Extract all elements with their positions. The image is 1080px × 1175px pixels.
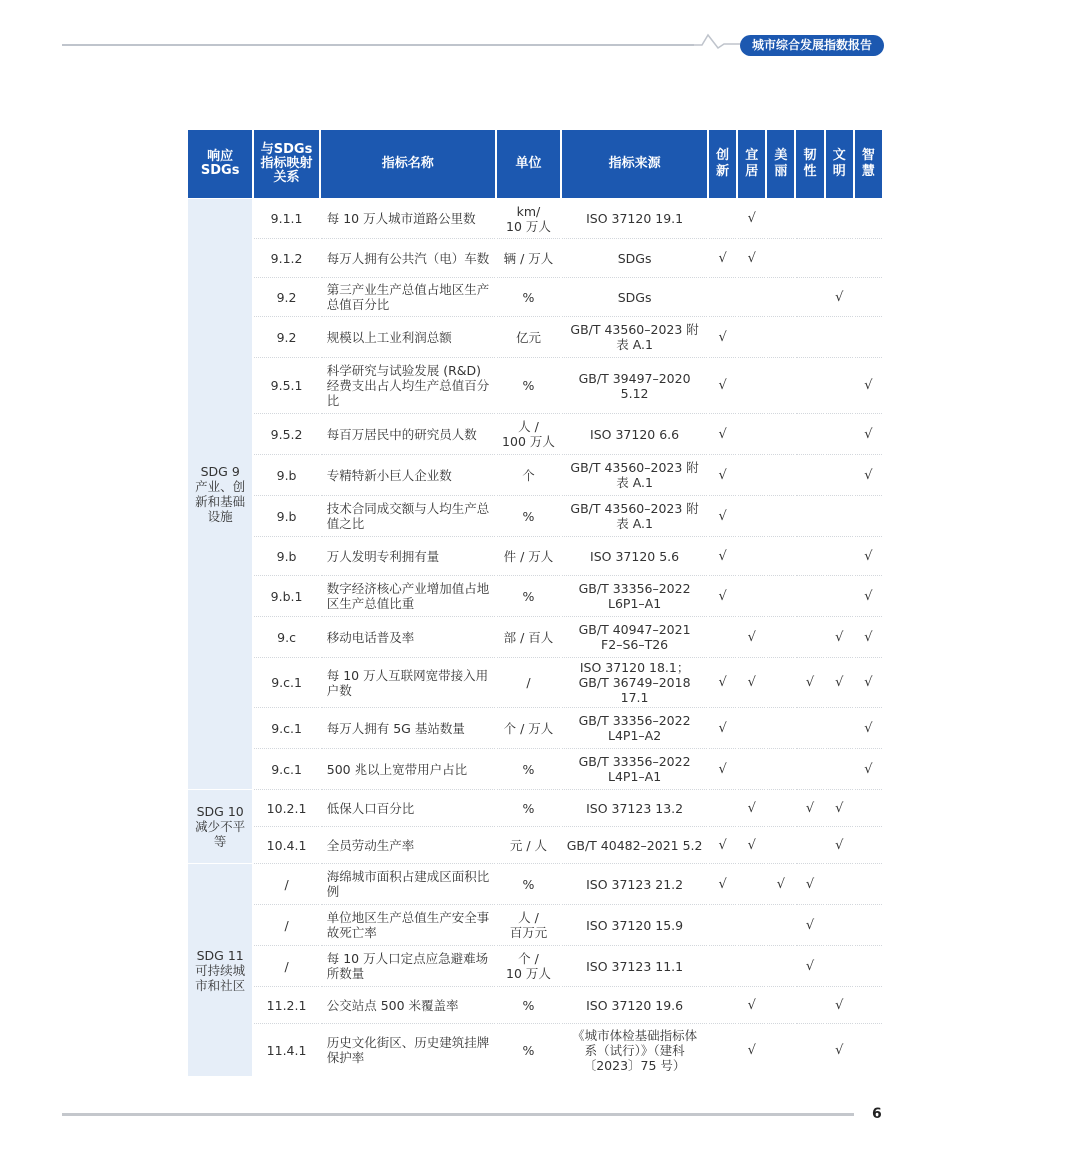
trait-mark-livable: √ (738, 986, 765, 1023)
source-cell: GB/T 40947–2021 F2–S6–T26 (562, 616, 707, 657)
trait-mark-livable (738, 413, 765, 454)
indicator-name-cell: 每百万居民中的研究员人数 (321, 413, 495, 454)
trait-mark-livable (738, 316, 765, 357)
trait-mark-livable (738, 748, 765, 789)
trait-mark-resilient (796, 454, 823, 495)
table-row (188, 413, 882, 454)
trait-mark-resilient (796, 199, 823, 238)
trait-mark-beautiful (767, 986, 794, 1023)
unit-cell: 个 / 万人 (497, 707, 560, 748)
indicator-name-cell: 专精特新小巨人企业数 (321, 454, 495, 495)
trait-mark-resilient (796, 986, 823, 1023)
source-cell: GB/T 33356–2022 L4P1–A1 (562, 748, 707, 789)
trait-mark-innovation (709, 789, 736, 826)
source-cell: GB/T 40482–2021 5.2 (562, 826, 707, 863)
unit-cell: 个 (497, 454, 560, 495)
trait-mark-beautiful (767, 454, 794, 495)
header-rule (62, 44, 694, 46)
trait-mark-resilient (796, 575, 823, 616)
trait-mark-innovation: √ (709, 748, 736, 789)
source-cell: ISO 37120 6.6 (562, 413, 707, 454)
sdg-mapping-cell: 9.b (254, 495, 318, 536)
trait-mark-civilized (826, 748, 853, 789)
indicator-name-cell: 规模以上工业利润总额 (321, 316, 495, 357)
trait-mark-smart (855, 495, 882, 536)
sdg-mapping-cell: / (254, 945, 318, 986)
sdg-goal-cell: SDG 10 减少不平 等 (188, 789, 252, 863)
trait-mark-beautiful (767, 826, 794, 863)
sdg-mapping-cell: 9.c.1 (254, 657, 318, 707)
unit-cell: % (497, 748, 560, 789)
header-trait-resilient: 韧性 (796, 130, 823, 199)
source-cell: ISO 37123 21.2 (562, 863, 707, 904)
table-row (188, 316, 882, 357)
trait-mark-beautiful (767, 904, 794, 945)
indicator-name-cell: 500 兆以上宽带用户占比 (321, 748, 495, 789)
trait-mark-smart: √ (855, 616, 882, 657)
trait-mark-beautiful (767, 789, 794, 826)
sdg-mapping-cell: 9.5.1 (254, 357, 318, 413)
trait-mark-livable (738, 945, 765, 986)
trait-mark-civilized: √ (826, 826, 853, 863)
trait-mark-innovation (709, 986, 736, 1023)
table-row (188, 199, 882, 238)
unit-cell: % (497, 575, 560, 616)
trait-mark-smart: √ (855, 454, 882, 495)
trait-mark-beautiful (767, 748, 794, 789)
trait-mark-resilient: √ (796, 657, 823, 707)
source-cell: GB/T 43560–2023 附表 A.1 (562, 454, 707, 495)
header-source: 指标来源 (562, 130, 707, 199)
trait-mark-civilized (826, 536, 853, 575)
trait-mark-civilized (826, 199, 853, 238)
indicator-name-cell: 历史文化街区、历史建筑挂牌保护率 (321, 1023, 495, 1076)
source-cell: ISO 37120 5.6 (562, 536, 707, 575)
trait-mark-innovation: √ (709, 536, 736, 575)
trait-mark-civilized (826, 707, 853, 748)
header-trait-civilized: 文明 (826, 130, 853, 199)
trait-mark-resilient (796, 826, 823, 863)
unit-cell: % (497, 495, 560, 536)
source-cell: ISO 37123 13.2 (562, 789, 707, 826)
table-row (188, 945, 882, 986)
page-number: 6 (872, 1106, 882, 1122)
table-header-row (188, 130, 882, 199)
header-unit: 单位 (497, 130, 560, 199)
unit-cell: 人 / 百万元 (497, 904, 560, 945)
trait-mark-innovation: √ (709, 316, 736, 357)
trait-mark-resilient (796, 616, 823, 657)
source-cell: ISO 37120 19.6 (562, 986, 707, 1023)
unit-cell: % (497, 863, 560, 904)
trait-mark-livable (738, 277, 765, 316)
trait-mark-resilient (796, 495, 823, 536)
sdg-mapping-cell: 9.2 (254, 277, 318, 316)
trait-mark-civilized (826, 575, 853, 616)
table-row (188, 904, 882, 945)
table-row (188, 277, 882, 316)
source-cell: GB/T 43560–2023 附表 A.1 (562, 495, 707, 536)
trait-mark-livable: √ (738, 789, 765, 826)
trait-mark-smart: √ (855, 748, 882, 789)
indicator-name-cell: 公交站点 500 米覆盖率 (321, 986, 495, 1023)
trait-mark-civilized: √ (826, 616, 853, 657)
sdg-mapping-cell: 9.c (254, 616, 318, 657)
trait-mark-livable: √ (738, 238, 765, 277)
trait-mark-beautiful (767, 616, 794, 657)
header-indicator-name: 指标名称 (321, 130, 495, 199)
trait-mark-civilized (826, 904, 853, 945)
trait-mark-livable (738, 707, 765, 748)
trait-mark-resilient (796, 707, 823, 748)
trait-mark-beautiful: √ (767, 863, 794, 904)
trait-mark-beautiful (767, 945, 794, 986)
unit-cell: % (497, 357, 560, 413)
source-cell: ISO 37123 11.1 (562, 945, 707, 986)
trait-mark-smart (855, 277, 882, 316)
trait-mark-livable (738, 863, 765, 904)
trait-mark-innovation: √ (709, 357, 736, 413)
indicator-name-cell: 移动电话普及率 (321, 616, 495, 657)
trait-mark-smart (855, 986, 882, 1023)
trait-mark-civilized (826, 357, 853, 413)
source-cell: 《城市体检基础指标体系（试行）》（建科〔2023〕75 号） (562, 1023, 707, 1076)
trait-mark-civilized (826, 413, 853, 454)
trait-mark-resilient: √ (796, 904, 823, 945)
trait-mark-livable (738, 357, 765, 413)
trait-mark-innovation: √ (709, 413, 736, 454)
header-trait-innovation: 创新 (709, 130, 736, 199)
trait-mark-beautiful (767, 238, 794, 277)
trait-mark-livable: √ (738, 657, 765, 707)
sdg-mapping-cell: 9.5.2 (254, 413, 318, 454)
trait-mark-livable: √ (747, 211, 756, 226)
table-row (188, 986, 882, 1023)
source-cell: GB/T 33356–2022 L6P1–A1 (562, 575, 707, 616)
unit-cell: 部 / 百人 (497, 616, 560, 657)
source-cell: SDGs (562, 238, 707, 277)
sdg-mapping-cell: 9.b (254, 536, 318, 575)
header-trait-beautiful: 美丽 (767, 130, 794, 199)
trait-mark-livable: √ (738, 1023, 765, 1076)
table-row (188, 238, 882, 277)
trait-mark-resilient (796, 413, 823, 454)
sdg-goal-cell: SDG 11 可持续城 市和社区 (188, 863, 252, 1076)
trait-mark-beautiful (767, 1023, 794, 1076)
trait-mark-beautiful (767, 316, 794, 357)
trait-mark-civilized: √ (826, 657, 853, 707)
indicator-name-cell: 数字经济核心产业增加值占地区生产总值比重 (321, 575, 495, 616)
trait-mark-innovation: √ (709, 707, 736, 748)
trait-mark-civilized (826, 316, 853, 357)
indicator-name-cell: 每 10 万人口定点应急避难场所数量 (321, 945, 495, 986)
trait-mark-civilized: √ (826, 1023, 853, 1076)
sdg-mapping-cell: / (254, 863, 318, 904)
trait-mark-civilized (826, 945, 853, 986)
indicator-name-cell: 技术合同成交额与人均生产总值之比 (321, 495, 495, 536)
source-cell: ISO 37120 19.1 (586, 211, 684, 226)
trait-mark-smart: √ (855, 536, 882, 575)
trait-mark-beautiful (767, 277, 794, 316)
trait-mark-beautiful (767, 357, 794, 413)
trait-mark-beautiful (767, 707, 794, 748)
sdg-mapping-cell: 9.1.1 (270, 211, 303, 226)
sdg-mapping-cell: 11.2.1 (254, 986, 318, 1023)
header-trait-smart: 智慧 (855, 130, 882, 199)
table-row (188, 495, 882, 536)
trait-mark-beautiful (767, 536, 794, 575)
indicator-name-cell: 单位地区生产总值生产安全事故死亡率 (321, 904, 495, 945)
trait-mark-resilient (796, 357, 823, 413)
trait-mark-smart (855, 789, 882, 826)
sdg-mapping-cell: 11.4.1 (254, 1023, 318, 1076)
trait-mark-innovation: √ (709, 495, 736, 536)
table-row (188, 707, 882, 748)
sdg-mapping-cell: 9.c.1 (254, 707, 318, 748)
trait-mark-livable: √ (738, 616, 765, 657)
trait-mark-innovation (709, 945, 736, 986)
trait-mark-beautiful (767, 199, 794, 238)
indicator-name-cell: 海绵城市面积占建成区面积比例 (321, 863, 495, 904)
trait-mark-smart (855, 199, 882, 238)
trait-mark-smart (855, 945, 882, 986)
trait-mark-smart: √ (855, 413, 882, 454)
trait-mark-innovation: √ (709, 454, 736, 495)
unit-cell: 个 / 10 万人 (497, 945, 560, 986)
trait-mark-smart (855, 1023, 882, 1076)
table-row (188, 657, 882, 707)
unit-cell: 辆 / 万人 (497, 238, 560, 277)
trait-mark-innovation (709, 904, 736, 945)
trait-mark-smart (855, 826, 882, 863)
trait-mark-beautiful (767, 413, 794, 454)
trait-mark-smart: √ (855, 357, 882, 413)
sdg-goal-cell: SDG 9 产业、创 新和基础 设施 (188, 199, 252, 789)
source-cell: ISO 37120 18.1；GB/T 36749–2018 17.1 (562, 657, 707, 707)
table-row (188, 863, 882, 904)
trait-mark-livable: √ (738, 826, 765, 863)
trait-mark-livable (738, 904, 765, 945)
indicator-name-cell: 每万人拥有 5G 基站数量 (321, 707, 495, 748)
source-cell: GB/T 43560–2023 附表 A.1 (562, 316, 707, 357)
unit-cell: km/ 10 万人 (506, 203, 551, 234)
indicator-table (186, 130, 884, 1076)
indicator-name-cell: 低保人口百分比 (321, 789, 495, 826)
trait-mark-smart (855, 904, 882, 945)
trait-mark-smart (855, 863, 882, 904)
trait-mark-resilient: √ (796, 789, 823, 826)
table-row (188, 1023, 882, 1076)
trait-mark-civilized (826, 454, 853, 495)
unit-cell: 亿元 (497, 316, 560, 357)
unit-cell: 元 / 人 (497, 826, 560, 863)
trait-mark-civilized (826, 863, 853, 904)
trait-mark-livable (738, 454, 765, 495)
sdg-mapping-cell: 10.4.1 (254, 826, 318, 863)
trait-mark-resilient (796, 316, 823, 357)
indicator-name-cell: 科学研究与试验发展 (R&D) 经费支出占人均生产总值百分比 (321, 357, 495, 413)
trait-mark-livable (738, 575, 765, 616)
trait-mark-resilient: √ (796, 863, 823, 904)
unit-cell: % (497, 789, 560, 826)
table-row (188, 357, 882, 413)
trait-mark-resilient (796, 536, 823, 575)
trait-mark-smart (855, 238, 882, 277)
sdg-mapping-cell: 9.b (254, 454, 318, 495)
trait-mark-smart: √ (855, 575, 882, 616)
header-trait-livable: 宜居 (738, 130, 765, 199)
source-cell: GB/T 33356–2022 L4P1–A2 (562, 707, 707, 748)
trait-mark-smart (855, 316, 882, 357)
source-cell: SDGs (562, 277, 707, 316)
indicator-name-cell: 第三产业生产总值占地区生产总值百分比 (321, 277, 495, 316)
sdg-mapping-cell: 10.2.1 (254, 789, 318, 826)
trait-mark-resilient (796, 277, 823, 316)
trait-mark-resilient (796, 238, 823, 277)
trait-mark-beautiful (767, 657, 794, 707)
trait-mark-innovation (709, 199, 736, 238)
trait-mark-livable (738, 536, 765, 575)
trait-mark-livable (738, 495, 765, 536)
trait-mark-smart: √ (855, 707, 882, 748)
trait-mark-beautiful (767, 575, 794, 616)
trait-mark-civilized (826, 238, 853, 277)
indicator-name-cell: 每 10 万人城市道路公里数 (326, 211, 476, 226)
sdg-mapping-cell: 9.1.2 (254, 238, 318, 277)
table-row (188, 454, 882, 495)
sdg-mapping-cell: 9.b.1 (254, 575, 318, 616)
sdg-mapping-cell: 9.c.1 (254, 748, 318, 789)
trait-mark-innovation: √ (709, 826, 736, 863)
source-cell: GB/T 39497–2020 5.12 (562, 357, 707, 413)
table-row (188, 616, 882, 657)
trait-mark-resilient (796, 1023, 823, 1076)
trait-mark-civilized: √ (826, 277, 853, 316)
table-row (188, 575, 882, 616)
trait-mark-innovation: √ (709, 657, 736, 707)
trait-mark-innovation (709, 277, 736, 316)
sdg-mapping-cell: 9.2 (254, 316, 318, 357)
footer-rule (62, 1113, 854, 1116)
trait-mark-innovation: √ (709, 863, 736, 904)
indicator-name-cell: 每 10 万人互联网宽带接入用户数 (321, 657, 495, 707)
trait-mark-innovation: √ (709, 238, 736, 277)
unit-cell: 人 / 100 万人 (497, 413, 560, 454)
table-row (188, 789, 882, 826)
table-row (188, 826, 882, 863)
unit-cell: 件 / 万人 (497, 536, 560, 575)
trait-mark-innovation (709, 616, 736, 657)
header-sdg: 响应SDGs (188, 130, 252, 199)
trait-mark-civilized: √ (826, 789, 853, 826)
trait-mark-beautiful (767, 495, 794, 536)
unit-cell: % (497, 1023, 560, 1076)
unit-cell: / (497, 657, 560, 707)
trait-mark-innovation (709, 1023, 736, 1076)
source-cell: ISO 37120 15.9 (562, 904, 707, 945)
report-title-badge: 城市综合发展指数报告 (740, 35, 884, 56)
table-body (188, 199, 882, 1076)
indicator-name-cell: 每万人拥有公共汽（电）车数 (321, 238, 495, 277)
indicator-name-cell: 全员劳动生产率 (321, 826, 495, 863)
indicator-name-cell: 万人发明专利拥有量 (321, 536, 495, 575)
trait-mark-resilient: √ (796, 945, 823, 986)
header-mapping: 与SDGs指标映射关系 (254, 130, 318, 199)
table-row (188, 536, 882, 575)
unit-cell: % (497, 986, 560, 1023)
unit-cell: % (497, 277, 560, 316)
sdg-mapping-cell: / (254, 904, 318, 945)
trait-mark-civilized (826, 495, 853, 536)
trait-mark-resilient (796, 748, 823, 789)
trait-mark-civilized: √ (826, 986, 853, 1023)
trait-mark-innovation: √ (709, 575, 736, 616)
table-row (188, 748, 882, 789)
trait-mark-smart: √ (855, 657, 882, 707)
